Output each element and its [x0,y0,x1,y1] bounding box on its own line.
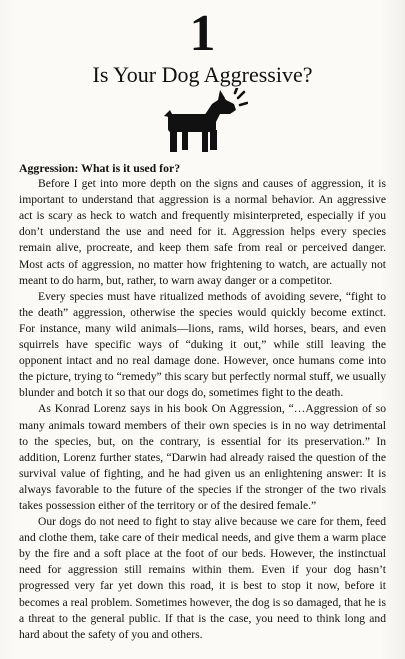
paragraph-4: Our dogs do not need to fight to stay alive because we care for them, feed and clothe them, take care of their medical needs, and give them a warm place by the fire and a soft place at the foot of our beds. However, the instinctual need for aggression still remains within them. Even if your dog hasn’t progressed very far yet down this road, it is best to stop it now, before it becomes a real problem. Sometimes however, the dog is so damaged, that he is a threat to the general public. If that is the case, you need to think long and hard about the safety of you and others. [19,515,386,641]
paragraph-2: Every species must have ritualized methods of avoiding severe, “fight to the death” aggression, otherwise the species would quickly become extinct. For instance, many wild animals—lions, rams, wild horses, bears, and even squirrels have specific ways of “duking it out,” while still leaving the opponent intact and no real damage done. However, once humans come into the picture, trying to “remedy” this scary but perfectly normal stuff, we usually blunder and botch it so that our dogs do, sometimes fight to the death. [19,289,386,400]
section-heading: Aggression: What is it used for? [19,161,181,175]
chapter-title: Is Your Dog Aggressive? [92,62,313,87]
paragraph-1: Before I get into more depth on the signs and causes of aggression, it is important to understand that aggression is a normal behavior. An aggressive act is scary as heck to watch and frequently misinterpreted, especially if you don’t understand the use and need for it. Aggression helps every species remain alive, procreate, and keep them safe from real or perceived danger. Most acts of aggression, no matter how frightening to watch, are actually not meant to do harm, but, rather, to warn away danger or a competitor. [19,177,386,287]
chapter-number: 1 [189,5,216,62]
chapter-body [19,160,386,643]
paragraph-3: As Konrad Lorenz says in his book On Aggression, “…Aggression of so many animals toward members of their own species is in no way detrimental to the species, but, on the contrary, is essential for its preservation.” In addition, Lorenz further states, “Darwin had already raised the question of the survival value of fighting, and he had given us an enlightening answer: It is always favorable to the future of the species if the stronger of the two rivals takes possession either of the territory or of the desired female.” [19,402,386,512]
barking-dog-icon [156,88,248,160]
